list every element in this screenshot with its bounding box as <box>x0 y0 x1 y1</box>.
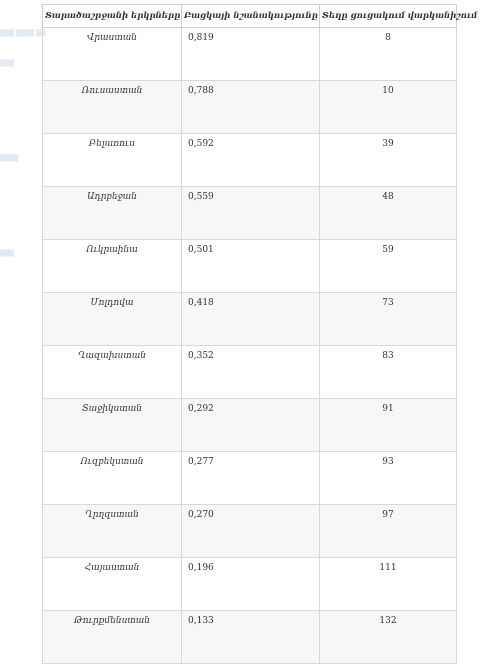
value-cell: 0,133 <box>182 611 320 664</box>
margin-bleed-text: ▒▒▒▒ <box>0 155 19 162</box>
country-cell: Վրաստան <box>43 28 182 81</box>
country-cell: Ուզբեկստան <box>43 452 182 505</box>
margin-bleed-text: ▒▒▒ <box>0 250 14 257</box>
column-header-countries: Տարածաշրջանի երկրները <box>43 5 182 28</box>
country-cell: Ադրբեջան <box>43 187 182 240</box>
country-cell: Ռուսաստան <box>43 81 182 134</box>
value-cell: 0,277 <box>182 452 320 505</box>
rank-cell: 83 <box>320 346 457 399</box>
margin-bleed-text: ▒▒▒ <box>0 60 14 67</box>
country-cell: Հայաստան <box>43 558 182 611</box>
rank-cell: 93 <box>320 452 457 505</box>
country-cell: Տաջիկստան <box>43 399 182 452</box>
table-row <box>43 293 457 346</box>
country-cell: Թուրքմենստան <box>43 611 182 664</box>
country-cell: Մոլդովա <box>43 293 182 346</box>
ratings-table <box>42 4 478 664</box>
rank-cell: 132 <box>320 611 457 664</box>
country-cell: Ղրղզստան <box>43 505 182 558</box>
value-cell: 0,196 <box>182 558 320 611</box>
table-row <box>43 240 457 293</box>
rank-cell: 8 <box>320 28 457 81</box>
value-cell: 0,819 <box>182 28 320 81</box>
rank-cell: 48 <box>320 187 457 240</box>
rank-cell: 91 <box>320 399 457 452</box>
rank-cell: 10 <box>320 81 457 134</box>
column-header-index-value: Բացկայի նշանակությունը <box>182 5 320 28</box>
table-row <box>43 505 457 558</box>
column-header-rank: Տեղը ցուցակում վարկանիշում <box>320 5 457 28</box>
rank-cell: 59 <box>320 240 457 293</box>
table-row <box>43 81 457 134</box>
table-row <box>43 558 457 611</box>
value-cell: 0,292 <box>182 399 320 452</box>
value-cell: 0,788 <box>182 81 320 134</box>
table-row <box>43 399 457 452</box>
value-cell: 0,592 <box>182 134 320 187</box>
value-cell: 0,352 <box>182 346 320 399</box>
table-row <box>43 452 457 505</box>
rank-cell: 39 <box>320 134 457 187</box>
value-cell: 0,559 <box>182 187 320 240</box>
country-cell: Բելառուս <box>43 134 182 187</box>
rank-cell: 111 <box>320 558 457 611</box>
margin-bleed-text: ▒▒▒ ▒▒▒▒ ▒▒ <box>0 30 46 37</box>
value-cell: 0,418 <box>182 293 320 346</box>
table-row <box>43 346 457 399</box>
value-cell: 0,270 <box>182 505 320 558</box>
table-row <box>43 134 457 187</box>
table-row <box>43 28 457 81</box>
table-row <box>43 611 457 664</box>
table-row <box>43 187 457 240</box>
rank-cell: 97 <box>320 505 457 558</box>
country-cell: Ղազախստան <box>43 346 182 399</box>
value-cell: 0,501 <box>182 240 320 293</box>
rank-cell: 73 <box>320 293 457 346</box>
country-cell: Ուկրաինա <box>43 240 182 293</box>
table-header-row <box>43 5 457 28</box>
